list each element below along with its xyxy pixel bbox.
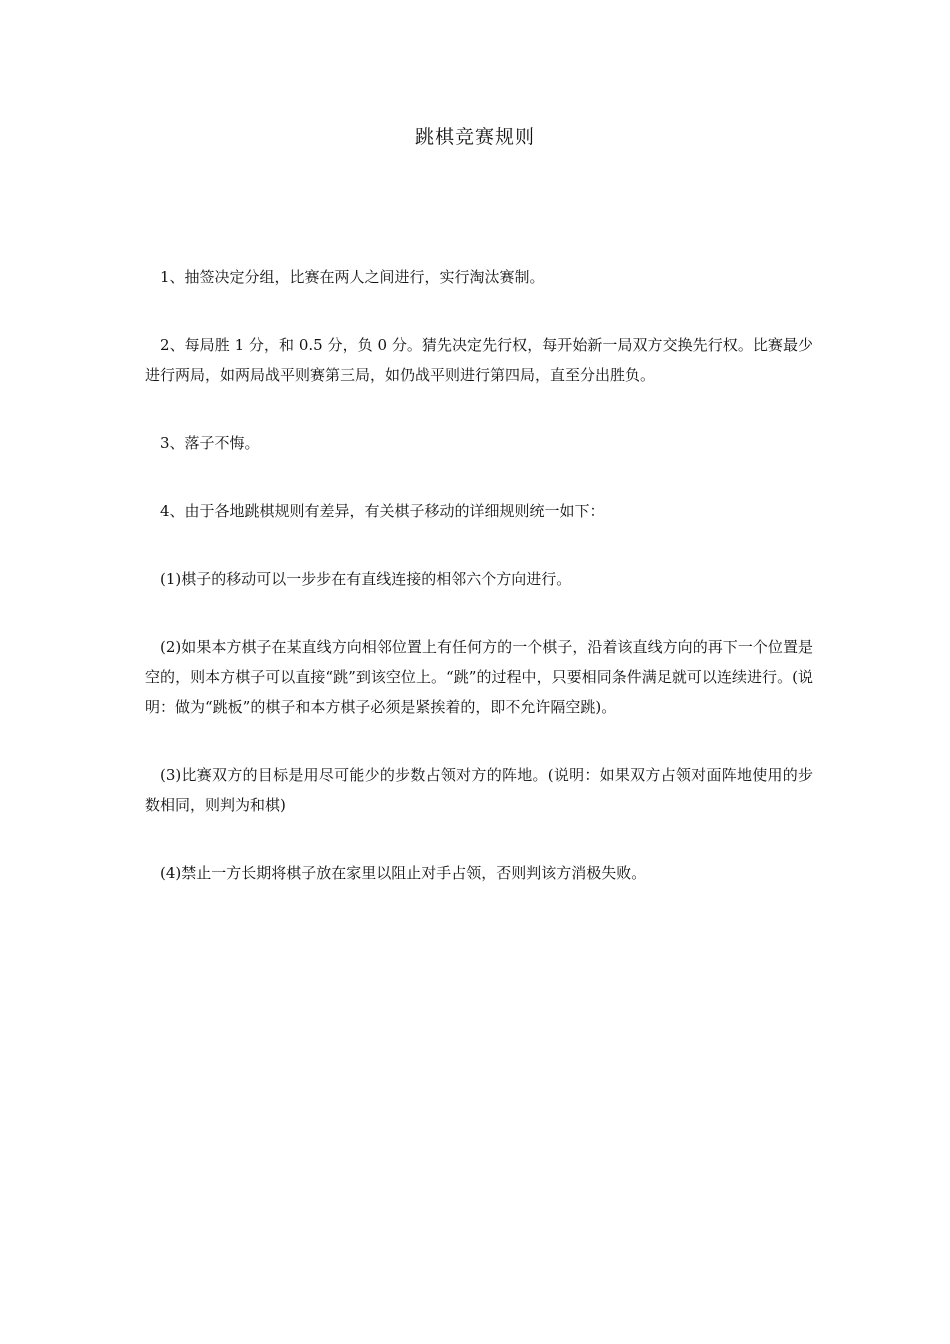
rule-subparagraph-1: (1)棋子的移动可以一步步在有直线连接的相邻六个方向进行。: [160, 570, 572, 588]
rule-paragraph-4: 4、由于各地跳棋规则有差异，有关棋子移动的详细规则统一如下：: [160, 502, 605, 520]
rule-paragraph-1: 1、抽签决定分组，比赛在两人之间进行，实行淘汰赛制。: [160, 268, 545, 286]
document-title: 跳棋竞赛规则: [414, 126, 535, 148]
rule-paragraph-3: 3、落子不悔。: [160, 434, 260, 452]
rule-paragraph-2: 2、每局胜 1 分，和 0.5 分，负 0 分。猜先决定先行权，每开始新一局双方交换先行权。比赛最少进行两局，如两局战平则赛第三局，如仍战平则进行第四局，直至分出胜负。: [145, 336, 813, 384]
rule-subparagraph-2: (2)如果本方棋子在某直线方向相邻位置上有任何方的一个棋子，沿着该直线方向的再下一个位置是空的，则本方棋子可以直接“跳”到该空位上。“跳”的过程中，只要相同条件满足就可以连续进行。(说明：做为“跳板”的棋子和本方棋子必须是紧挨着的，即不允许隔空跳)。: [145, 638, 813, 716]
rule-subparagraph-4: (4)禁止一方长期将棋子放在家里以阻止对手占领，否则判该方消极失败。: [160, 864, 647, 882]
rules-body: [145, 262, 813, 888]
rule-subparagraph-3: (3)比赛双方的目标是用尽可能少的步数占领对方的阵地。(说明：如果双方占领对面阵地使用的步数相同，则判为和棋): [145, 766, 813, 814]
